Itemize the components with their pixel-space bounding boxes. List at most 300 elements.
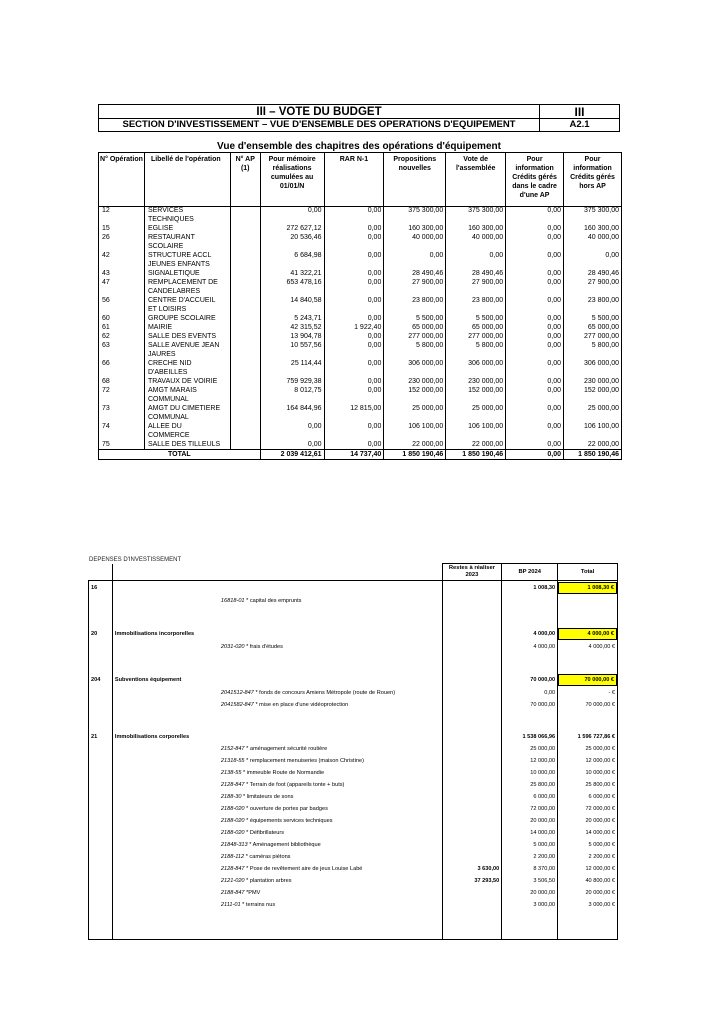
operation-number: 75: [99, 441, 145, 450]
operation-rar: 0,00: [324, 297, 384, 306]
col-header: Pour information Crédits gérés hors AP: [564, 153, 622, 207]
article-rar: [442, 687, 502, 699]
article-label: *PMV: [246, 890, 261, 896]
article-rar: [442, 827, 502, 839]
empty-cell: [89, 641, 113, 653]
operation-rar: 0,00: [324, 441, 384, 450]
article-total: 72 000,00 €: [558, 803, 618, 815]
article-code: 2152-847: [220, 746, 245, 752]
table-row: [99, 306, 622, 315]
operation-hors: 230 000,00: [564, 378, 622, 387]
empty-cell: [89, 711, 113, 721]
empty-cell: [89, 595, 113, 607]
article-total: 6 000,00 €: [558, 791, 618, 803]
article-rar: [442, 851, 502, 863]
article-label: * capital des emprunts: [246, 598, 302, 604]
empty-cell: [558, 617, 618, 627]
col-header: Pour mémoire réalisations cumulées au 01/01/N: [260, 153, 324, 207]
operation-number: [99, 261, 145, 270]
article-rar: [442, 641, 502, 653]
operation-hors: 160 300,00: [564, 225, 622, 234]
col-header-total: Total: [558, 564, 618, 581]
operation-hors: [564, 243, 622, 252]
article-rar: 3 630,00: [442, 863, 502, 875]
article-row: [89, 743, 618, 755]
empty-cell: [89, 851, 113, 863]
operation-vote: 0,00: [446, 252, 506, 261]
operation-hors: [564, 369, 622, 378]
article-label: * Pose de revêtement aire de jeux Louise Labé: [246, 866, 363, 872]
operation-cap: 0,00: [506, 234, 564, 243]
operation-ap: [230, 423, 260, 432]
operation-label: ET LOISIRS: [144, 306, 230, 315]
article-bp: 4 000,00: [502, 641, 558, 653]
empty-cell: [112, 653, 442, 663]
operation-label: JEUNES ENFANTS: [144, 261, 230, 270]
col-header: Pour information Crédits gérés dans le cadre d'une AP: [506, 153, 564, 207]
operation-cap: 0,00: [506, 207, 564, 216]
chapter-total: 1 596 727,86 €: [577, 734, 615, 740]
table-row: [99, 333, 622, 342]
chapter-bp: 1 008,30: [502, 581, 558, 596]
spacer-row: [89, 663, 618, 673]
operation-number: [99, 432, 145, 441]
operation-ap: [230, 225, 260, 234]
operation-hors: 22 000,00: [564, 441, 622, 450]
operation-number: [99, 396, 145, 405]
chapter-rar: [442, 673, 502, 687]
article-code: 2138-55: [220, 770, 242, 776]
chapter-code: 21: [89, 731, 113, 743]
table-row: [99, 216, 622, 225]
operation-memo: 41 322,21: [260, 270, 324, 279]
article-code: 21848-313: [220, 842, 248, 848]
article-label: * plantation arbres: [246, 878, 292, 884]
article-bp: 20 000,00: [502, 815, 558, 827]
operation-prop: 65 000,00: [384, 324, 446, 333]
operation-label: EGLISE: [144, 225, 230, 234]
header-title: III – VOTE DU BUDGET: [99, 105, 540, 119]
empty-cell: [112, 663, 442, 673]
empty-cell: [558, 911, 618, 939]
empty-cell: [442, 653, 502, 663]
article-code: 2041582-847: [220, 702, 254, 708]
empty-cell: [502, 663, 558, 673]
table-row: [99, 351, 622, 360]
chapter-label: Subventions équipement: [112, 673, 442, 687]
article-code: 21318-55: [220, 758, 245, 764]
chapter-total-cell: [558, 581, 618, 596]
operation-ap: [230, 342, 260, 351]
operation-ap: [230, 405, 260, 414]
col-header: N° Opération: [99, 153, 145, 207]
operation-vote: 5 500,00: [446, 315, 506, 324]
operation-number: 42: [99, 252, 145, 261]
operation-number: 26: [99, 234, 145, 243]
empty-cell: [89, 791, 113, 803]
operation-ap: [230, 369, 260, 378]
operation-memo: 164 844,96: [260, 405, 324, 414]
col-header: N° AP (1): [230, 153, 260, 207]
operation-hors: 27 900,00: [564, 279, 622, 288]
operation-cap: 0,00: [506, 324, 564, 333]
empty-cell: [112, 617, 442, 627]
total-prop: 1 850 190,46: [384, 450, 446, 460]
article-cell: [112, 779, 442, 791]
article-rar: [442, 803, 502, 815]
article-cell: [112, 699, 442, 711]
operation-prop: [384, 216, 446, 225]
chapter-rar: [442, 581, 502, 596]
empty-cell: [89, 827, 113, 839]
table-row: [99, 432, 622, 441]
operation-label: COMMUNAL: [144, 414, 230, 423]
operation-ap: [230, 288, 260, 297]
empty-cell: [89, 687, 113, 699]
operation-rar: [324, 261, 384, 270]
operation-number: [99, 351, 145, 360]
operation-rar: 0,00: [324, 423, 384, 432]
article-code: 2128-847: [220, 866, 245, 872]
article-rar: [442, 887, 502, 899]
operation-prop: 106 100,00: [384, 423, 446, 432]
operation-prop: 40 000,00: [384, 234, 446, 243]
table-row: [99, 234, 622, 243]
operation-rar: 0,00: [324, 252, 384, 261]
article-code: 2188-112: [220, 854, 245, 860]
article-bp: 25 800,00: [502, 779, 558, 791]
chapter-label: Immobilisations incorporelles: [112, 627, 442, 641]
empty-cell: [112, 721, 442, 731]
operation-memo: 8 012,75: [260, 387, 324, 396]
col-header-bp: BP 2024: [502, 564, 558, 581]
table-row: [99, 414, 622, 423]
operation-vote: [446, 432, 506, 441]
operation-memo: 42 315,52: [260, 324, 324, 333]
article-row: [89, 863, 618, 875]
chapter-total-cell: [558, 731, 618, 743]
operation-cap: 0,00: [506, 387, 564, 396]
article-label: * remplacement menuiseries (maison Christine): [246, 758, 364, 764]
article-rar: [442, 595, 502, 607]
operation-vote: [446, 414, 506, 423]
article-row: [89, 699, 618, 711]
operation-memo: 0,00: [260, 207, 324, 216]
operation-prop: [384, 288, 446, 297]
article-bp: 3 000,00: [502, 899, 558, 911]
operation-cap: 0,00: [506, 297, 564, 306]
article-row: [89, 791, 618, 803]
article-bp: 25 000,00: [502, 743, 558, 755]
operation-cap: [506, 369, 564, 378]
article-bp: 8 370,00: [502, 863, 558, 875]
operation-number: [99, 306, 145, 315]
table-row: [99, 342, 622, 351]
article-bp: 14 000,00: [502, 827, 558, 839]
operation-rar: [324, 369, 384, 378]
chapter-code: 16: [89, 581, 113, 596]
operation-memo: [260, 306, 324, 315]
operation-memo: [260, 243, 324, 252]
operation-ap: [230, 441, 260, 450]
operation-prop: [384, 414, 446, 423]
operation-rar: [324, 306, 384, 315]
article-code: 2031-020: [220, 644, 245, 650]
empty-cell: [89, 699, 113, 711]
operation-hors: 306 000,00: [564, 360, 622, 369]
operation-label: STRUCTURE ACCL: [144, 252, 230, 261]
article-total: 2 200,00 €: [558, 851, 618, 863]
depenses-header-row: [89, 564, 618, 581]
operation-ap: [230, 279, 260, 288]
article-cell: [112, 755, 442, 767]
operation-ap: [230, 297, 260, 306]
operation-number: 62: [99, 333, 145, 342]
operation-ap: [230, 216, 260, 225]
article-bp: [502, 595, 558, 607]
empty-cell: [502, 617, 558, 627]
operation-ap: [230, 396, 260, 405]
article-rar: [442, 779, 502, 791]
operation-memo: 10 557,56: [260, 342, 324, 351]
article-label: * limitateurs de sons: [243, 794, 294, 800]
operations-header-row: [99, 153, 622, 207]
col-header: Libellé de l'opération: [144, 153, 230, 207]
empty-cell: [442, 663, 502, 673]
operation-hors: 65 000,00: [564, 324, 622, 333]
table-row: [99, 387, 622, 396]
operation-memo: [260, 396, 324, 405]
operation-number: 66: [99, 360, 145, 369]
table-row: [99, 288, 622, 297]
operation-rar: 1 922,40: [324, 324, 384, 333]
operation-vote: 152 000,00: [446, 387, 506, 396]
operation-number: 74: [99, 423, 145, 432]
article-bp: 0,00: [502, 687, 558, 699]
operation-prop: 152 000,00: [384, 387, 446, 396]
article-rar: [442, 767, 502, 779]
empty-cell: [89, 887, 113, 899]
empty-cell: [89, 803, 113, 815]
article-label: * terrains nus: [242, 902, 276, 908]
operation-number: 63: [99, 342, 145, 351]
operation-hors: [564, 261, 622, 270]
chapter-rar: [442, 627, 502, 641]
operation-hors: 152 000,00: [564, 387, 622, 396]
table-row: [99, 225, 622, 234]
table-row: [99, 441, 622, 450]
table-row: [99, 378, 622, 387]
article-total: 40 800,00 €: [558, 875, 618, 887]
operation-vote: [446, 261, 506, 270]
article-total: 20 000,00 €: [558, 887, 618, 899]
article-label: * ouverture de portes par badges: [246, 806, 328, 812]
operation-hors: 375 300,00: [564, 207, 622, 216]
empty-cell: [89, 839, 113, 851]
article-bp: 6 000,00: [502, 791, 558, 803]
chapter-bp: 70 000,00: [502, 673, 558, 687]
chapter-total: 1 008,30 €: [558, 582, 617, 594]
spacer-row: [89, 607, 618, 617]
empty-cell: [89, 607, 113, 617]
blank-header: [89, 564, 113, 581]
article-label: * aménagement sécurité routière: [246, 746, 328, 752]
operation-cap: [506, 261, 564, 270]
operation-hors: 28 490,46: [564, 270, 622, 279]
chapter-label: [112, 581, 442, 596]
empty-cell: [558, 711, 618, 721]
depenses-title: DEPENSES D'INVESTISSEMENT: [89, 557, 182, 563]
operation-rar: [324, 396, 384, 405]
operation-memo: 25 114,44: [260, 360, 324, 369]
document-header: [98, 104, 620, 132]
operation-ap: [230, 243, 260, 252]
operation-prop: 28 490,46: [384, 270, 446, 279]
operation-label: CANDELABRES: [144, 288, 230, 297]
table-row: [99, 423, 622, 432]
article-rar: 37 293,50: [442, 875, 502, 887]
operation-cap: 0,00: [506, 279, 564, 288]
operation-ap: [230, 234, 260, 243]
chapter-total: 4 000,00 €: [558, 628, 617, 640]
operation-number: [99, 216, 145, 225]
chapter-label: Immobilisations corporelles: [112, 731, 442, 743]
operation-rar: 0,00: [324, 279, 384, 288]
operation-number: 68: [99, 378, 145, 387]
operation-rar: 0,00: [324, 270, 384, 279]
article-row: [89, 687, 618, 699]
article-total: 10 000,00 €: [558, 767, 618, 779]
operation-rar: 0,00: [324, 387, 384, 396]
article-label: * fonds de concours Amiens Métropole (route de Rouen): [255, 690, 396, 696]
article-label: * immeuble Route de Normandie: [243, 770, 325, 776]
article-total: 12 000,00 €: [558, 863, 618, 875]
operation-vote: 306 000,00: [446, 360, 506, 369]
operation-cap: 0,00: [506, 378, 564, 387]
operation-rar: 0,00: [324, 378, 384, 387]
table-row: [99, 396, 622, 405]
article-bp: 72 000,00: [502, 803, 558, 815]
article-cell: [112, 827, 442, 839]
empty-cell: [89, 755, 113, 767]
operation-label: COMMERCE: [144, 432, 230, 441]
operation-cap: [506, 396, 564, 405]
article-code: 16818-01: [220, 598, 245, 604]
operation-rar: 0,00: [324, 315, 384, 324]
col-header: RAR N-1: [324, 153, 384, 207]
operation-number: 61: [99, 324, 145, 333]
article-row: [89, 815, 618, 827]
empty-cell: [502, 721, 558, 731]
operation-number: 73: [99, 405, 145, 414]
operation-memo: [260, 351, 324, 360]
total-vote: 1 850 190,46: [446, 450, 506, 460]
article-rar: [442, 899, 502, 911]
article-cell: [112, 899, 442, 911]
article-cell: [112, 641, 442, 653]
operation-vote: 40 000,00: [446, 234, 506, 243]
empty-cell: [558, 663, 618, 673]
article-rar: [442, 815, 502, 827]
operation-hors: [564, 396, 622, 405]
spacer-row: [89, 617, 618, 627]
empty-cell: [89, 663, 113, 673]
article-total: 20 000,00 €: [558, 815, 618, 827]
operation-label: COMMUNAL: [144, 396, 230, 405]
article-total: 25 000,00 €: [558, 743, 618, 755]
total-cap: 0,00: [506, 450, 564, 460]
empty-cell: [89, 721, 113, 731]
operation-number: [99, 369, 145, 378]
operation-memo: 759 929,38: [260, 378, 324, 387]
article-bp: 20 000,00: [502, 887, 558, 899]
article-total: 70 000,00 €: [558, 699, 618, 711]
operation-ap: [230, 306, 260, 315]
article-bp: 10 000,00: [502, 767, 558, 779]
blank-header: [112, 564, 442, 581]
article-row: [89, 803, 618, 815]
operation-number: 60: [99, 315, 145, 324]
empty-cell: [558, 653, 618, 663]
operation-label: SALLE AVENUE JEAN: [144, 342, 230, 351]
chapter-bp: 4 000,00: [502, 627, 558, 641]
chapter-total: 70 000,00 €: [558, 674, 617, 686]
operation-cap: 0,00: [506, 342, 564, 351]
operation-memo: 0,00: [260, 423, 324, 432]
operation-prop: 5 800,00: [384, 342, 446, 351]
depenses-table: [88, 563, 618, 940]
operation-cap: 0,00: [506, 270, 564, 279]
article-cell: [112, 851, 442, 863]
table-row: [99, 324, 622, 333]
operation-cap: [506, 306, 564, 315]
operation-prop: 5 500,00: [384, 315, 446, 324]
operation-label: MAIRIE: [144, 324, 230, 333]
article-rar: [442, 839, 502, 851]
operation-rar: 0,00: [324, 342, 384, 351]
operation-vote: 160 300,00: [446, 225, 506, 234]
operation-label: GROUPE SCOLAIRE: [144, 315, 230, 324]
table-row: [99, 405, 622, 414]
operation-hors: [564, 432, 622, 441]
empty-cell: [89, 767, 113, 779]
empty-cell: [112, 607, 442, 617]
operation-rar: 0,00: [324, 207, 384, 216]
operations-table: [98, 152, 622, 460]
empty-cell: [442, 607, 502, 617]
article-label: * Défibrillateurs: [246, 830, 285, 836]
operation-ap: [230, 261, 260, 270]
article-code: 2041512-847: [220, 690, 254, 696]
end-row: [89, 911, 618, 939]
chapter-row: [89, 673, 618, 687]
operation-cap: 0,00: [506, 441, 564, 450]
operation-label: CENTRE D'ACCUEIL: [144, 297, 230, 306]
operation-label: D'ABEILLES: [144, 369, 230, 378]
header-section: SECTION D'INVESTISSEMENT – VUE D'ENSEMBLE DES OPERATIONS D'EQUIPEMENT: [99, 119, 540, 132]
article-total: 4 000,00 €: [558, 641, 618, 653]
operation-hors: [564, 288, 622, 297]
empty-cell: [502, 711, 558, 721]
article-cell: [112, 887, 442, 899]
operation-label: TECHNIQUES: [144, 216, 230, 225]
chapter-bp: 1 538 066,96: [502, 731, 558, 743]
operation-ap: [230, 432, 260, 441]
col-header: Propositions nouvelles: [384, 153, 446, 207]
operation-memo: 14 840,58: [260, 297, 324, 306]
operation-ap: [230, 315, 260, 324]
article-code: 2111-01: [220, 902, 241, 908]
